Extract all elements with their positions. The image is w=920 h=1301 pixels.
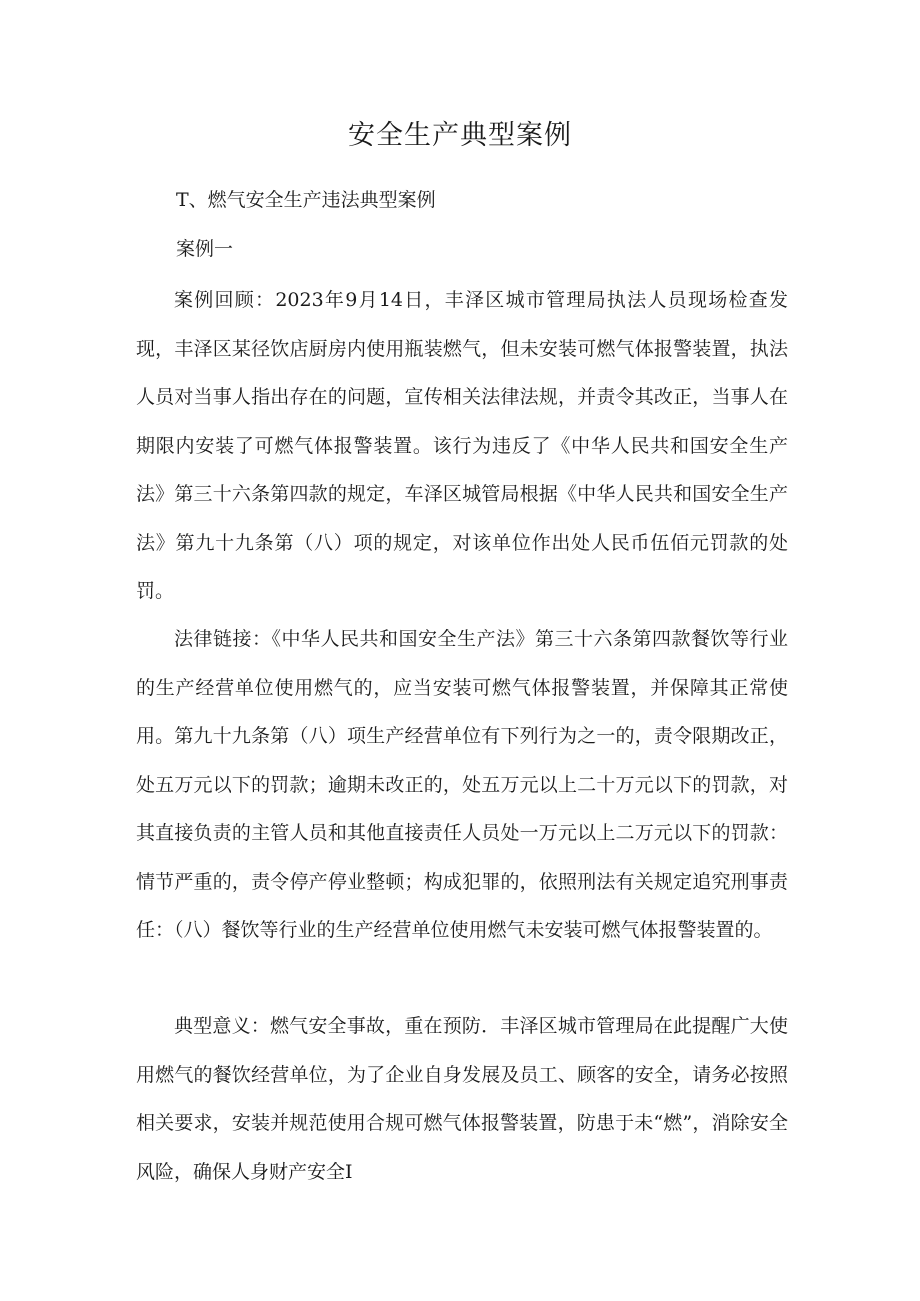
document-title: 安全生产典型案例 (348, 120, 572, 151)
significance-paragraph: 典型意义：燃气安全事故，重在预防．丰泽区城市管理局在此提醒广大使用燃气的餐饮经营单位，为了企业自身发展及员工、顾客的安全，请务必按照相关要求，安装并规范使用合规可燃气体报警装置，防患于未“燃”，消除安全风险，确保人身财产安全I (136, 1015, 788, 1183)
case-review-paragraph: 案例回顾：2023年9月14日，丰泽区城市管理局执法人员现场检查发现，丰泽区某径饮店厨房内使用瓶装燃气，但未安装可燃气体报警装置，执法人员对当事人指出存在的问题，宣传相关法律法规，并责令其改正，当事人在期限内安装了可燃气体报警装置。该行为违反了《中华人民共和国安全生产法》第三十六条第四款的规定，车泽区城管局根据《中华人民共和国安全生产法》第九十九条第（八）项的规定，对该单位作出处人民币伍佰元罚款的处罚。 (136, 289, 788, 602)
section-heading: T、燃气安全生产违法典型案例 (176, 189, 436, 211)
case-label: 案例一 (176, 238, 234, 260)
legal-link-paragraph: 法律链接：《中华人民共和国安全生产法》第三十六条第四款餐饮等行业的生产经营单位使用燃气的，应当安装可燃气体报警装置，并保障其正常使用。第九十九条第（八）项生产经营单位有下列行为之一的，责令限期改正，处五万元以下的罚款；逾期未改正的，处五万元以上二十万元以下的罚款，对其直接负责的主管人员和其他直接责任人员处一万元以上二万元以下的罚款：情节严重的，责令停产停业整顿；构成犯罪的，依照刑法有关规定追究刑事责任：（八）餐饮等行业的生产经营单位使用燃气未安装可燃气体报警装置的。 (136, 628, 788, 941)
